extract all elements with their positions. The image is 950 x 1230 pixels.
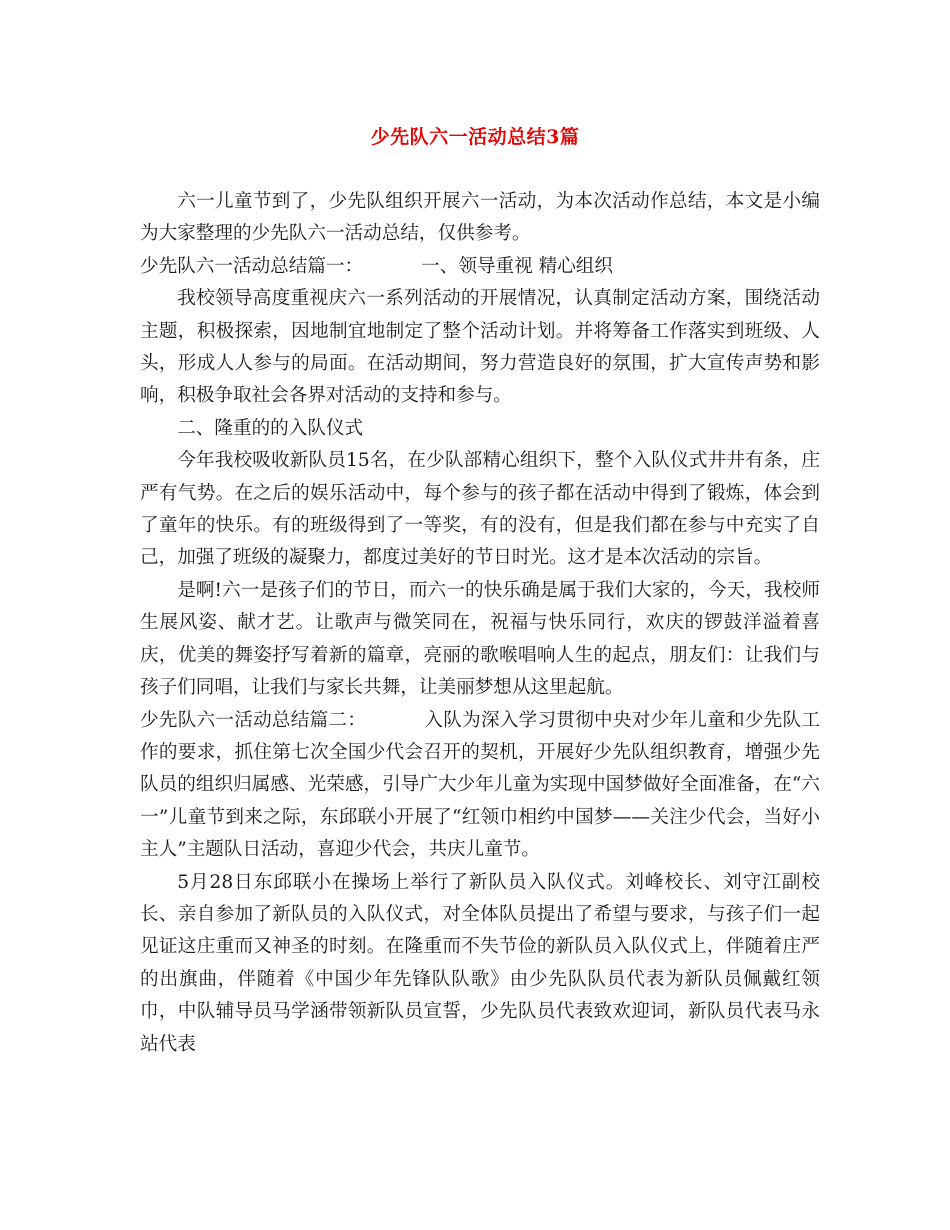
section1-line bbox=[140, 251, 820, 283]
paragraph-2: 今年我校吸收新队员15名，在少队部精心组织下，整个入队仪式井井有条，庄严有气势。在之后的娱乐活动中，每个参与的孩子都在活动中得到了锻炼，体会到了童年的快乐。有的班级得到了一等奖，有的没有，但是我们都在参与中充实了自己，加强了班级的凝聚力，都度过美好的节日时光。这才是本次活动的宗旨。 bbox=[140, 450, 820, 569]
intro-paragraph: 六一儿童节到了，少先队组织开展六一活动，为本次活动作总结，本文是小编为大家整理的少先队六一活动总结，仅供参考。 bbox=[140, 191, 820, 245]
section1-heading: 一、领导重视 精心组织 bbox=[421, 255, 613, 277]
paragraph-3: 是啊!六一是孩子们的节日，而六一的快乐确是属于我们大家的，今天，我校师生展风姿、献才艺。让歌声与微笑同在，祝福与快乐同行，欢庆的锣鼓洋溢着喜庆，优美的舞姿抒写着新的篇章，亮丽的歌喉唱响人生的起点，朋友们：让我们与孩子们同唱，让我们与家长共舞，让美丽梦想从这里起航。 bbox=[140, 579, 820, 699]
section1-label: 少先队六一活动总结篇一： bbox=[140, 255, 364, 277]
heading-2: 二、隆重的的入队仪式 bbox=[177, 417, 364, 439]
section2-label: 少先队六一活动总结篇二： bbox=[140, 709, 367, 731]
document-body bbox=[140, 186, 820, 1061]
paragraph-1: 我校领导高度重视庆六一系列活动的开展情况，认真制定活动方案，围绕活动主题，积极探索，因地制宜地制定了整个活动计划。并将筹备工作落实到班级、人头，形成人人参与的局面。在活动期间，努力营造良好的氛围，扩大宣传声势和影响，积极争取社会各界对活动的支持和参与。 bbox=[140, 288, 820, 407]
document-title: 少先队六一活动总结3篇 bbox=[370, 126, 580, 148]
paragraph-5: 5月28日东邱联小在操场上举行了新队员入队仪式。刘峰校长、刘守江副校长、亲自参加了新队员的入队仪式，对全体队员提出了希望与要求，与孩子们一起见证这庄重而又神圣的时刻。在隆重而不失节俭的新队员入队仪式上，伴随着庄严的出旗曲，伴随着《中国少年先锋队队歌》由少先队队员代表为新队员佩戴红领巾，中队辅导员马学涵带领新队员宣誓，少先队员代表致欢迎词，新队员代表马永站代表 bbox=[140, 871, 820, 1055]
paragraph-4: 入队为深入学习贯彻中央对少年儿童和少先队工作的要求，抓住第七次全国少代会召开的契机，开展好少先队组织教育，增强少先队员的组织归属感、光荣感，引导广大少年儿童为实现中国梦做好全面准备，在“六一”儿童节到来之际，东邱联小开展了“红领巾相约中国梦——关注少代会，当好小主人”主题队日活动，喜迎少代会，共庆儿童节。 bbox=[140, 709, 820, 861]
section2-paragraph bbox=[140, 705, 820, 867]
